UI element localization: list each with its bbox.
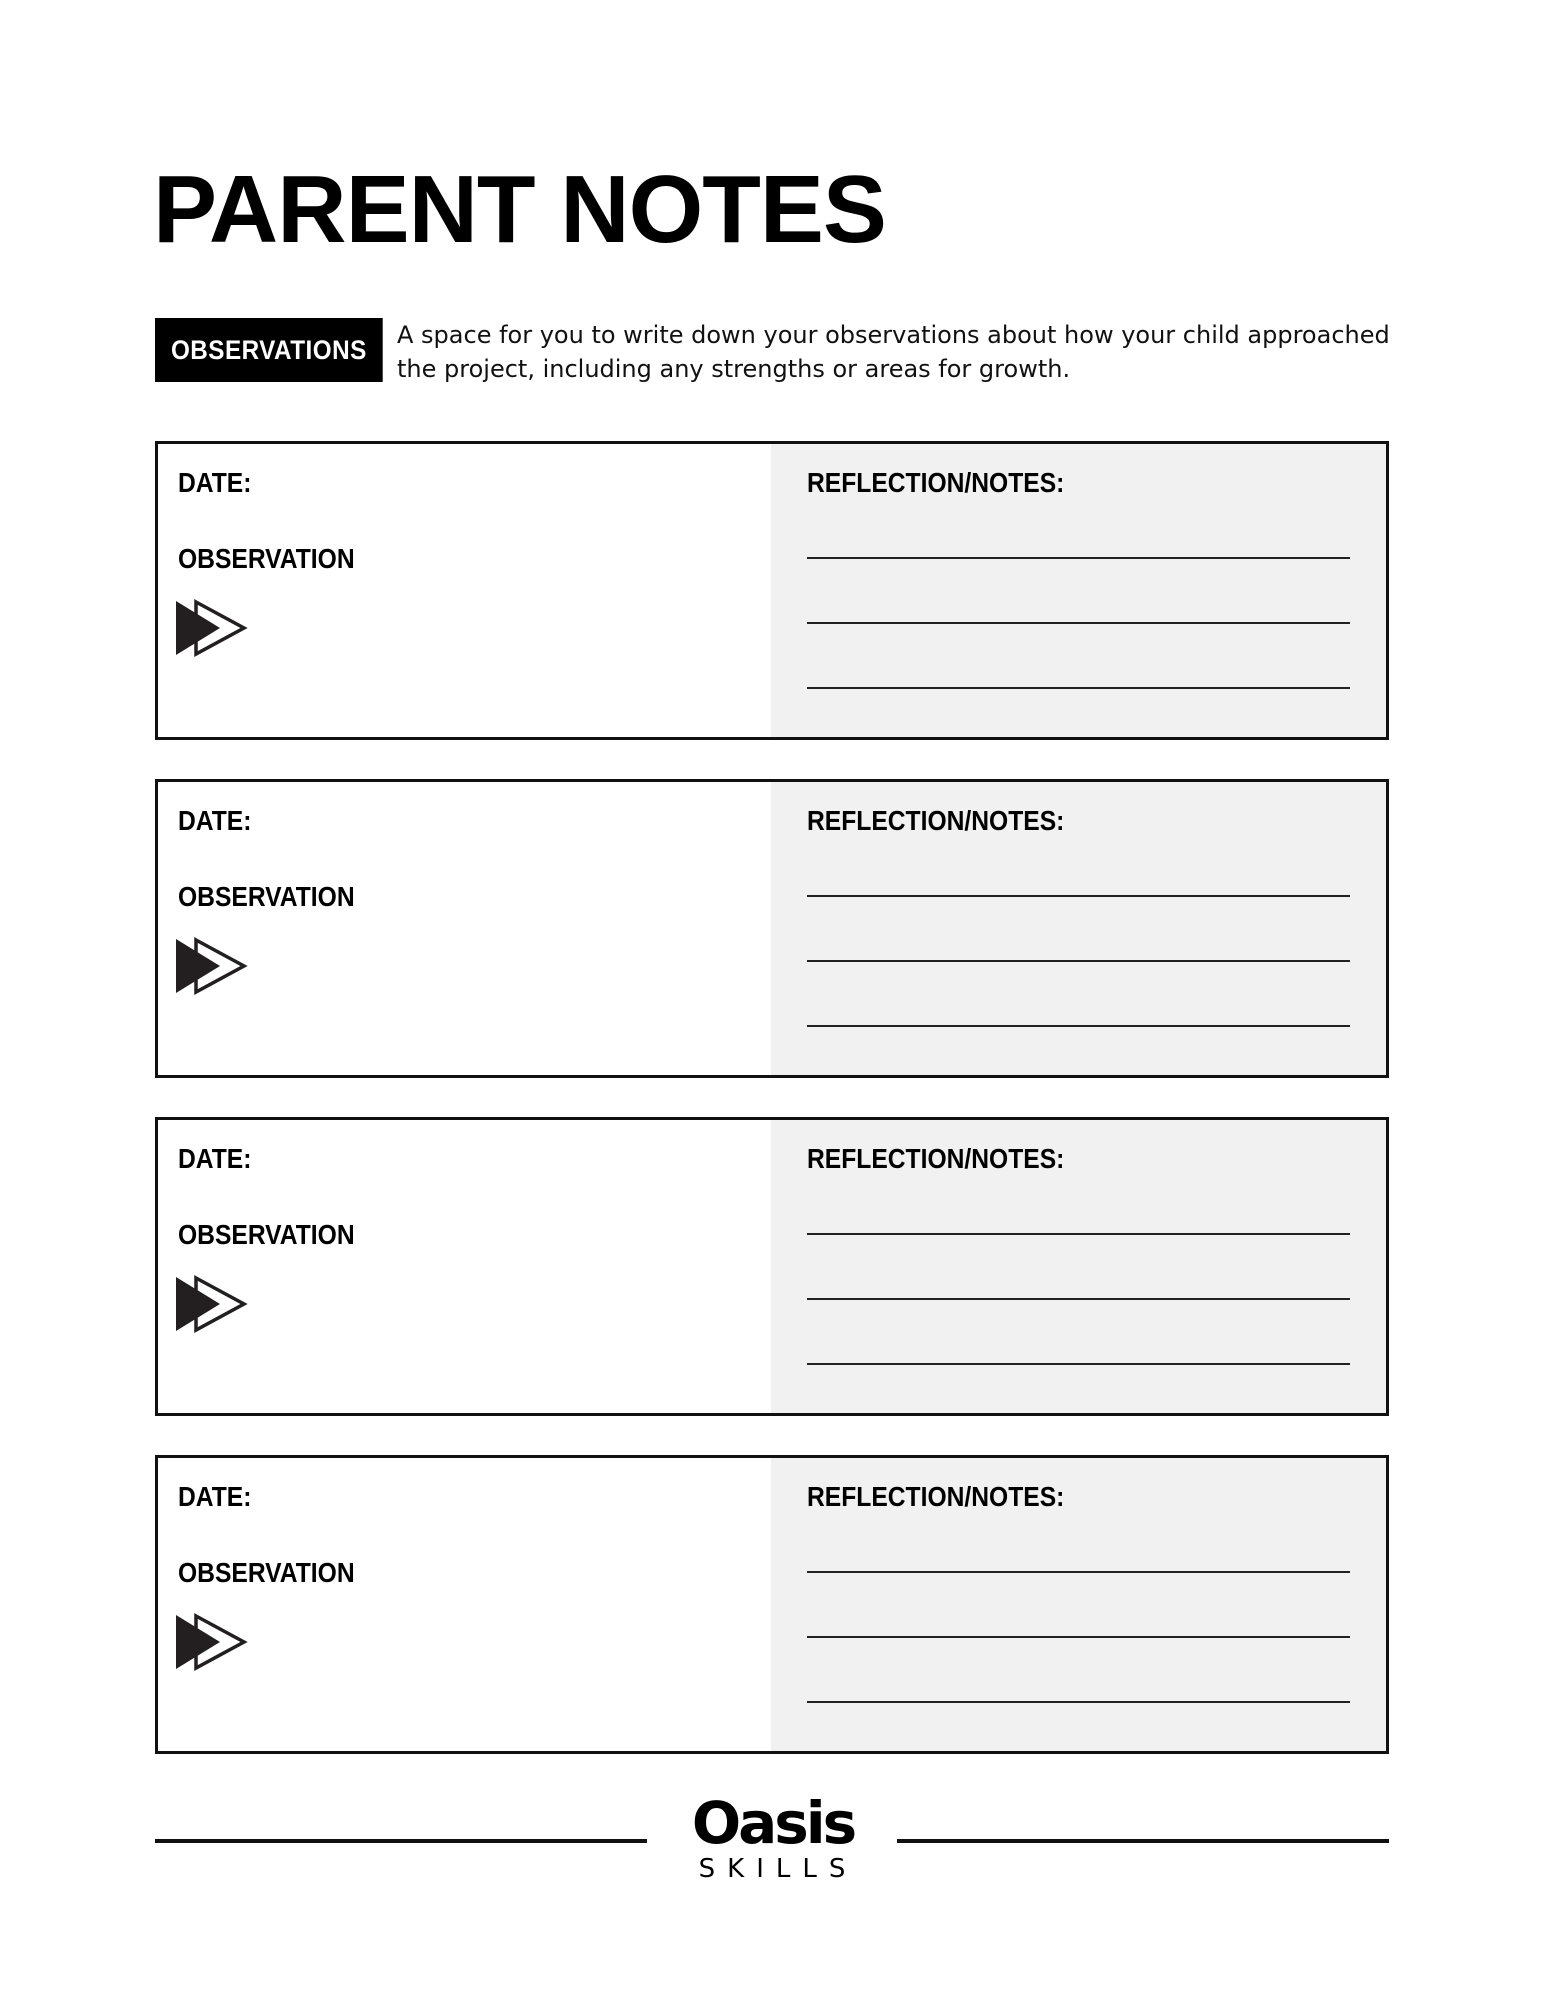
date-label: DATE: [178, 1143, 252, 1174]
observations-badge: OBSERVATIONS [155, 318, 383, 382]
date-label: DATE: [178, 805, 252, 836]
reflection-panel [771, 1120, 1386, 1413]
observation-label: OBSERVATION [178, 1557, 355, 1588]
note-card [155, 1117, 1389, 1416]
reflection-panel [771, 444, 1386, 737]
note-card [155, 441, 1389, 740]
date-label: DATE: [178, 467, 252, 498]
double-play-arrow-icon [174, 599, 248, 657]
page-title: PARENT NOTES [153, 156, 886, 263]
double-play-arrow-icon [174, 1613, 248, 1671]
date-label: DATE: [178, 1481, 252, 1512]
writing-line[interactable] [807, 1233, 1350, 1235]
reflection-panel [771, 782, 1386, 1075]
observation-label: OBSERVATION [178, 1219, 355, 1250]
note-card [155, 1455, 1389, 1754]
writing-line[interactable] [807, 1571, 1350, 1573]
reflection-label: REFLECTION/NOTES: [807, 805, 1065, 836]
oasis-skills-logo [680, 1789, 866, 1884]
note-card [155, 779, 1389, 1078]
double-play-arrow-icon [174, 937, 248, 995]
writing-line[interactable] [807, 1025, 1350, 1027]
writing-line[interactable] [807, 1298, 1350, 1300]
reflection-label: REFLECTION/NOTES: [807, 1143, 1065, 1174]
footer-divider-left [155, 1839, 647, 1843]
writing-line[interactable] [807, 1701, 1350, 1703]
reflection-label: REFLECTION/NOTES: [807, 467, 1065, 498]
writing-line[interactable] [807, 557, 1350, 559]
intro-text: A space for you to write down your observations about how your child approached the project, including any strengths or areas for growth. [397, 321, 1390, 383]
reflection-panel [771, 1458, 1386, 1751]
writing-line[interactable] [807, 1636, 1350, 1638]
logo-subtitle: SKILLS [698, 1854, 858, 1884]
writing-line[interactable] [807, 1363, 1350, 1365]
footer-divider-right [897, 1839, 1389, 1843]
reflection-label: REFLECTION/NOTES: [807, 1481, 1065, 1512]
writing-line[interactable] [807, 895, 1350, 897]
writing-line[interactable] [807, 622, 1350, 624]
notes-cards [155, 441, 1389, 1793]
double-play-arrow-icon [174, 1275, 248, 1333]
writing-line[interactable] [807, 687, 1350, 689]
observation-label: OBSERVATION [178, 543, 355, 574]
observation-label: OBSERVATION [178, 881, 355, 912]
writing-line[interactable] [807, 960, 1350, 962]
logo-wordmark: Oasis [691, 1789, 855, 1857]
